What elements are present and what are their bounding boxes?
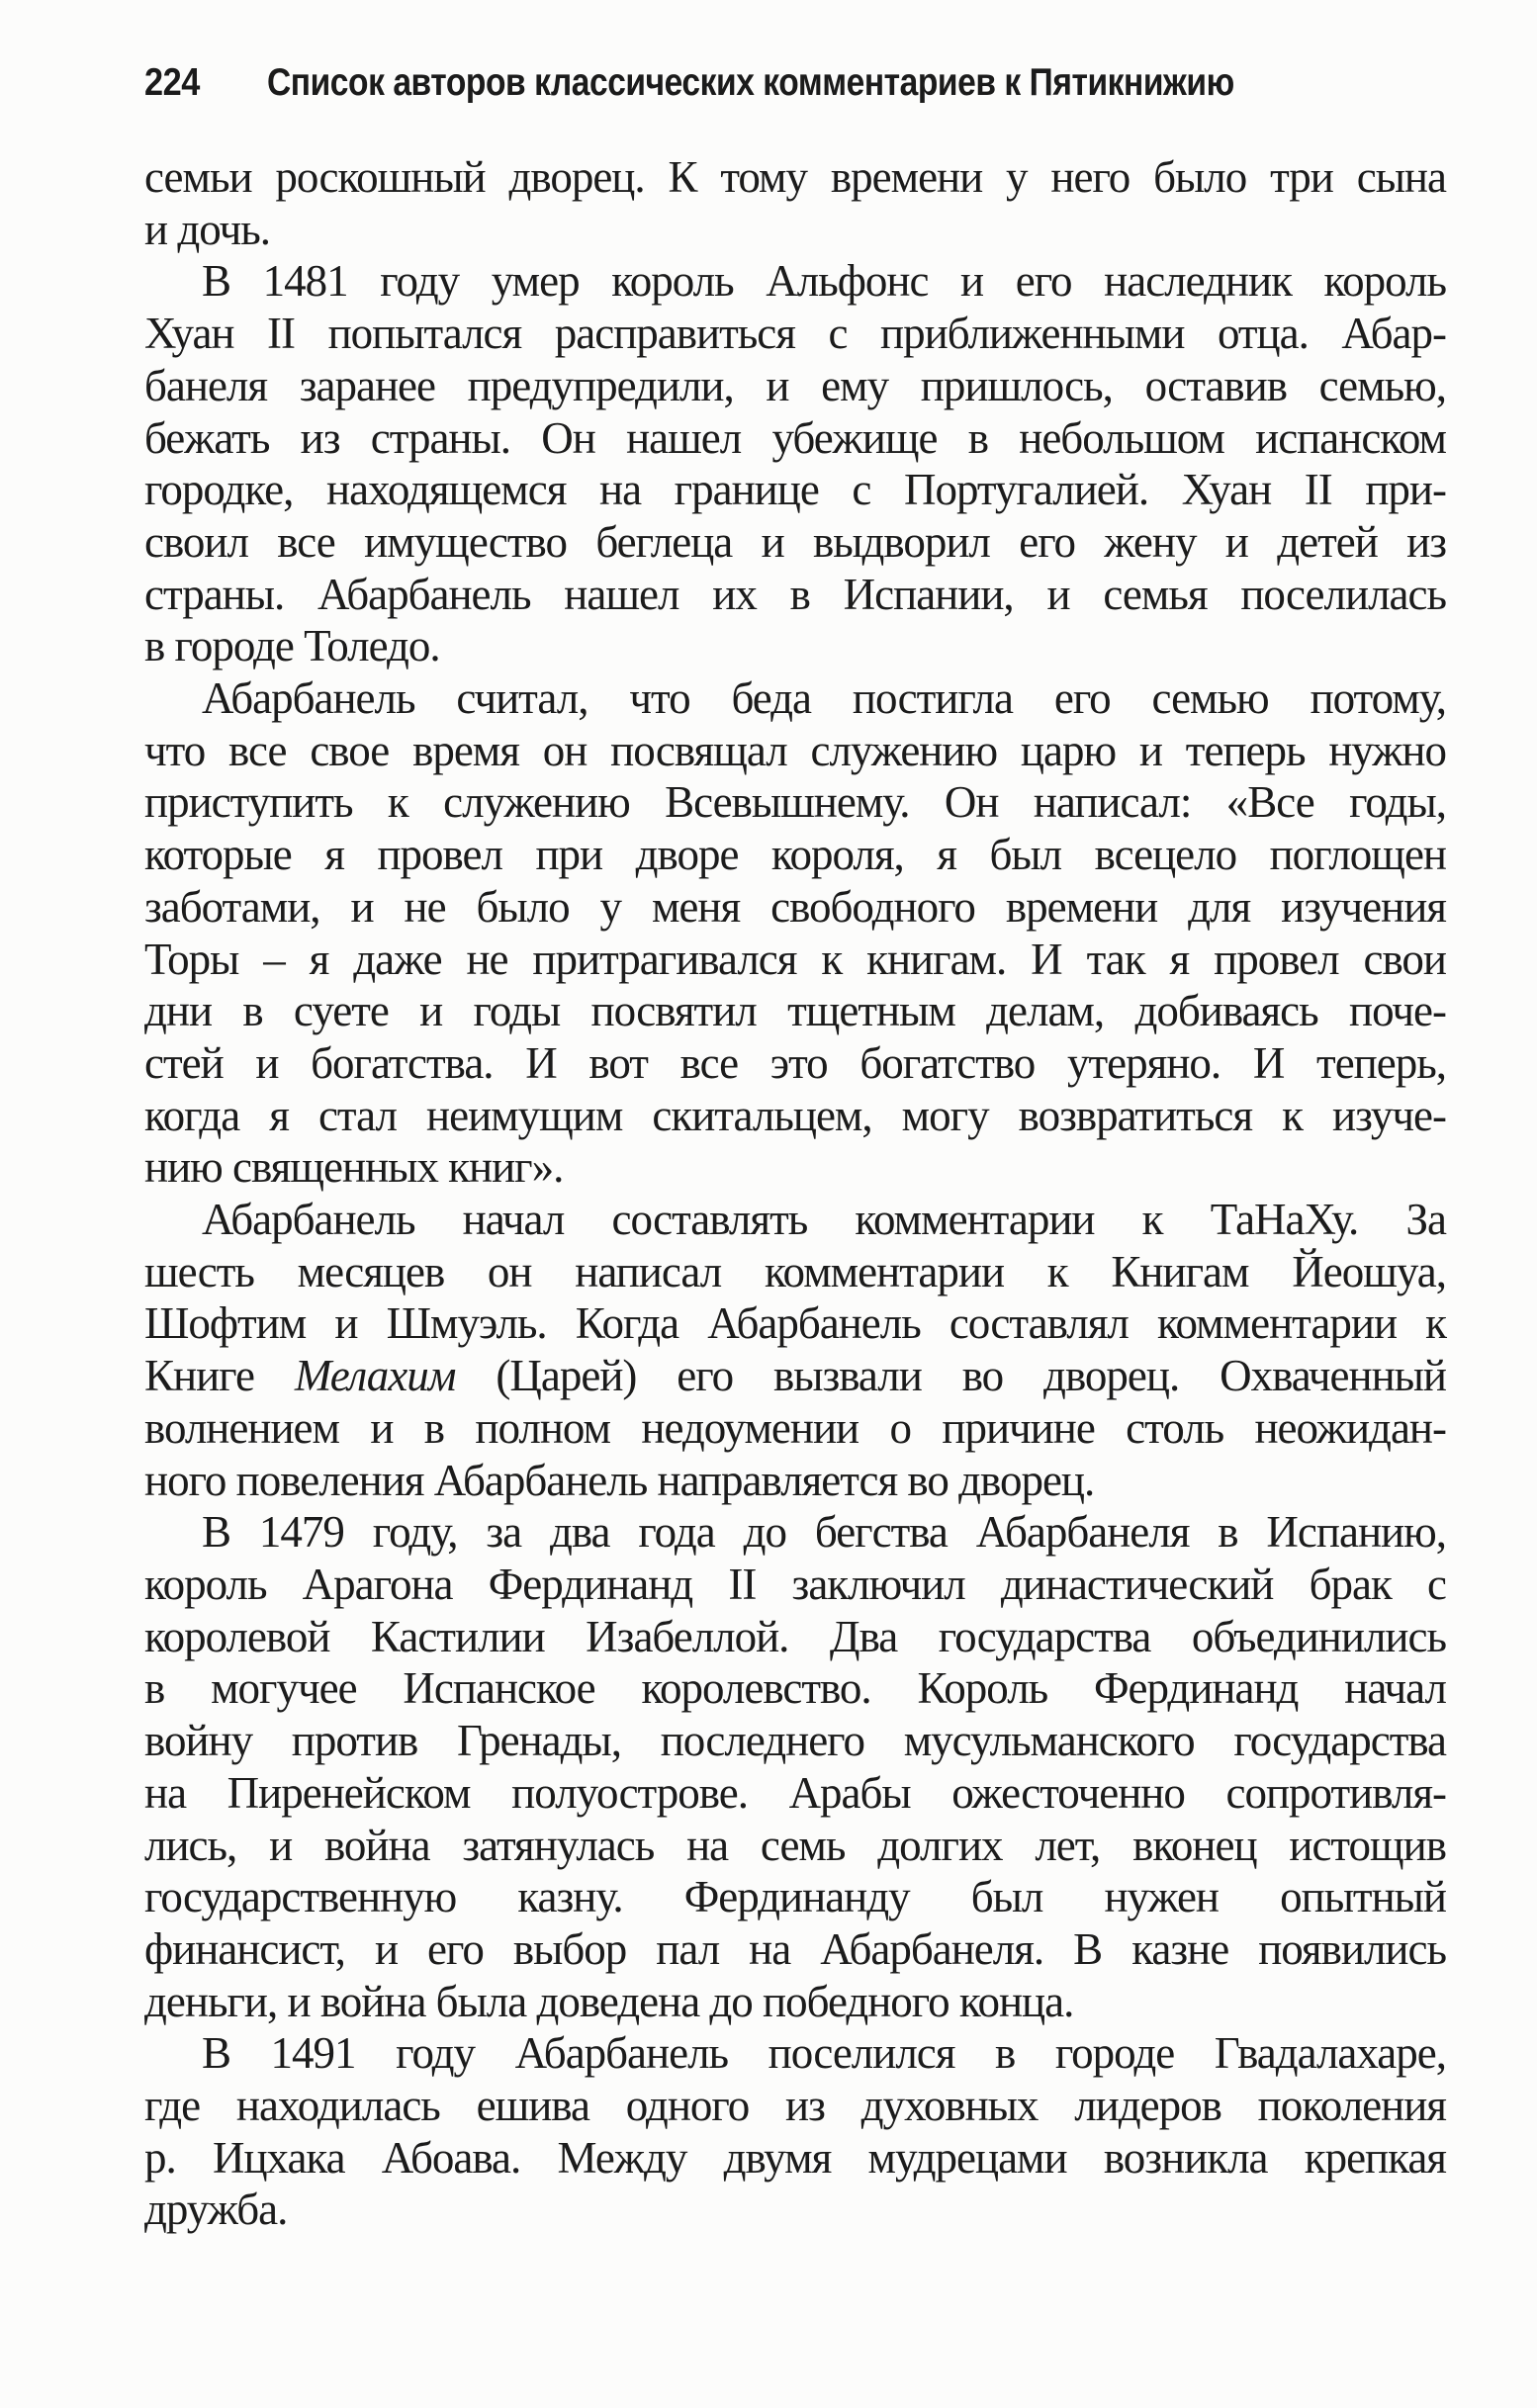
running-title: Список авторов классических комментариев к Пятикнижию <box>267 61 1234 104</box>
text-segment: В 1479 году, за два года до бегства Абарбанеля в Испанию, <box>202 1507 1446 1558</box>
text-segment: войну против Гренады, последнего мусульманского государства <box>144 1716 1446 1766</box>
text-segment: королевой Кастилии Изабеллой. Два государства объединились <box>144 1611 1446 1661</box>
text-line <box>144 464 1446 516</box>
text-line <box>144 1923 1446 1976</box>
text-line <box>144 1297 1446 1350</box>
text-segment: финансист, и его выбор пал на Абарбанеля. В казне появились <box>144 1923 1446 1974</box>
text-line <box>144 1715 1446 1767</box>
text-segment: когда я стал неимущим скитальцем, могу возвратиться к изуче- <box>144 1090 1446 1140</box>
page-number: 224 <box>144 61 200 104</box>
text-line <box>144 1246 1446 1298</box>
text-line <box>144 1506 1446 1559</box>
text-line <box>144 1194 1446 1246</box>
text-line <box>144 569 1446 621</box>
paragraph <box>144 1194 1446 1506</box>
text-line <box>144 2132 1446 2185</box>
text-segment: ного повеления Абарбанель направляется во дворец. <box>144 1455 1095 1505</box>
text-segment: и дочь. <box>144 204 270 254</box>
text-line <box>144 255 1446 308</box>
text-segment: своил все имущество беглеца и выдворил его жену и детей из <box>144 516 1446 567</box>
text-segment: лись, и война затянулась на семь долгих лет, вконец истощив <box>144 1820 1446 1870</box>
text-segment: бежать из страны. Он нашел убежище в небольшом испанском <box>144 412 1446 463</box>
text-line <box>144 1871 1446 1923</box>
paragraph <box>144 255 1446 672</box>
text-segment: р. Ицхака Абоава. Между двумя мудрецами возникла крепкая <box>144 2132 1446 2183</box>
text-segment: стей и богатства. И вот все это богатство утеряно. И теперь, <box>144 1037 1446 1088</box>
text-line <box>144 1767 1446 1820</box>
text-line <box>144 1611 1446 1663</box>
paragraph <box>144 1506 1446 2027</box>
text-line <box>144 881 1446 934</box>
paragraph <box>144 151 1446 255</box>
text-line <box>144 672 1446 725</box>
text-segment: дни в суете и годы посвятил тщетным делам, добиваясь поче- <box>144 986 1446 1036</box>
text-segment: где находилась ешива одного из духовных лидеров поколения <box>144 2081 1446 2131</box>
text-segment: Хуан II попытался расправиться с приближенными отца. Абар- <box>144 309 1446 359</box>
text-line <box>144 1090 1446 1142</box>
text-line <box>144 360 1446 412</box>
text-line <box>144 1820 1446 1872</box>
text-segment: страны. Абарбанель нашел их в Испании, и семья поселилась <box>144 569 1446 619</box>
text-segment: нию священных книг». <box>144 1142 564 1193</box>
paragraph <box>144 2027 1446 2236</box>
text-segment: Абарбанель считал, что беда постигла его семью потому, <box>202 673 1446 724</box>
text-line <box>144 204 1446 256</box>
text-line <box>144 1662 1446 1715</box>
text-segment: шесть месяцев он написал комментарии к Книгам Йеошуа, <box>144 1246 1446 1296</box>
text-segment: Торы – я даже не притрагивался к книгам. И так я провел свои <box>144 934 1446 984</box>
paragraph <box>144 672 1446 1194</box>
text-line <box>144 934 1446 986</box>
page-text <box>144 151 1446 2236</box>
book-title-italic: Мелахим <box>294 1351 456 1401</box>
text-line <box>144 1976 1446 2028</box>
text-segment: приступить к служению Всевышнему. Он написал: «Все годы, <box>144 777 1446 828</box>
text-segment: деньги, и война была доведена до победного конца. <box>144 1976 1074 2026</box>
text-segment: семьи роскошный дворец. К тому времени у него было три сына <box>144 152 1446 202</box>
text-line <box>144 1350 1446 1402</box>
text-segment: на Пиренейском полуострове. Арабы ожесточенно сопротивля- <box>144 1767 1446 1818</box>
text-segment: банеля заранее предупредили, и ему пришлось, оставив семью, <box>144 360 1446 410</box>
text-segment: государственную казну. Фердинанду был нужен опытный <box>144 1872 1446 1922</box>
text-line <box>144 1037 1446 1090</box>
text-segment: городке, находящемся на границе с Португалией. Хуан II при- <box>144 465 1446 515</box>
text-segment: которые я провел при дворе короля, я был всецело поглощен <box>144 830 1446 880</box>
text-line <box>144 308 1446 360</box>
text-segment: волнением и в полном недоумении о причине столь неожидан- <box>144 1402 1446 1453</box>
text-segment: Книге <box>144 1351 295 1401</box>
text-line <box>144 516 1446 569</box>
text-line <box>144 776 1446 829</box>
text-segment: (Царей) его вызвали во дворец. Охваченный <box>455 1351 1446 1401</box>
text-line <box>144 2184 1446 2236</box>
text-segment: дружба. <box>144 2185 288 2235</box>
text-line <box>144 985 1446 1037</box>
text-line <box>144 412 1446 465</box>
text-line <box>144 620 1446 672</box>
text-line <box>144 1559 1446 1611</box>
text-line <box>144 829 1446 881</box>
text-segment: заботами, и не было у меня свободного времени для изучения <box>144 881 1446 932</box>
text-segment: король Арагона Фердинанд II заключил династический брак с <box>144 1559 1446 1609</box>
text-segment: Абарбанель начал составлять комментарии к ТаНаХу. За <box>202 1195 1446 1245</box>
text-segment: в могучее Испанское королевство. Король Фердинанд начал <box>144 1663 1446 1714</box>
text-segment: В 1481 году умер король Альфонс и его наследник король <box>202 256 1446 307</box>
text-line <box>144 725 1446 777</box>
text-segment: что все свое время он посвящал служению царю и теперь нужно <box>144 725 1446 775</box>
text-line <box>144 1402 1446 1455</box>
text-line <box>144 151 1446 204</box>
text-segment: В 1491 году Абарбанель поселился в городе Гвадалахаре, <box>202 2028 1446 2079</box>
text-line <box>144 2027 1446 2080</box>
text-segment: Шофтим и Шмуэль. Когда Абарбанель составлял комментарии к <box>144 1298 1446 1349</box>
text-segment: в городе Толедо. <box>144 621 440 671</box>
text-line <box>144 1141 1446 1194</box>
text-line <box>144 2080 1446 2132</box>
text-line <box>144 1455 1446 1507</box>
page-header <box>0 61 1537 107</box>
